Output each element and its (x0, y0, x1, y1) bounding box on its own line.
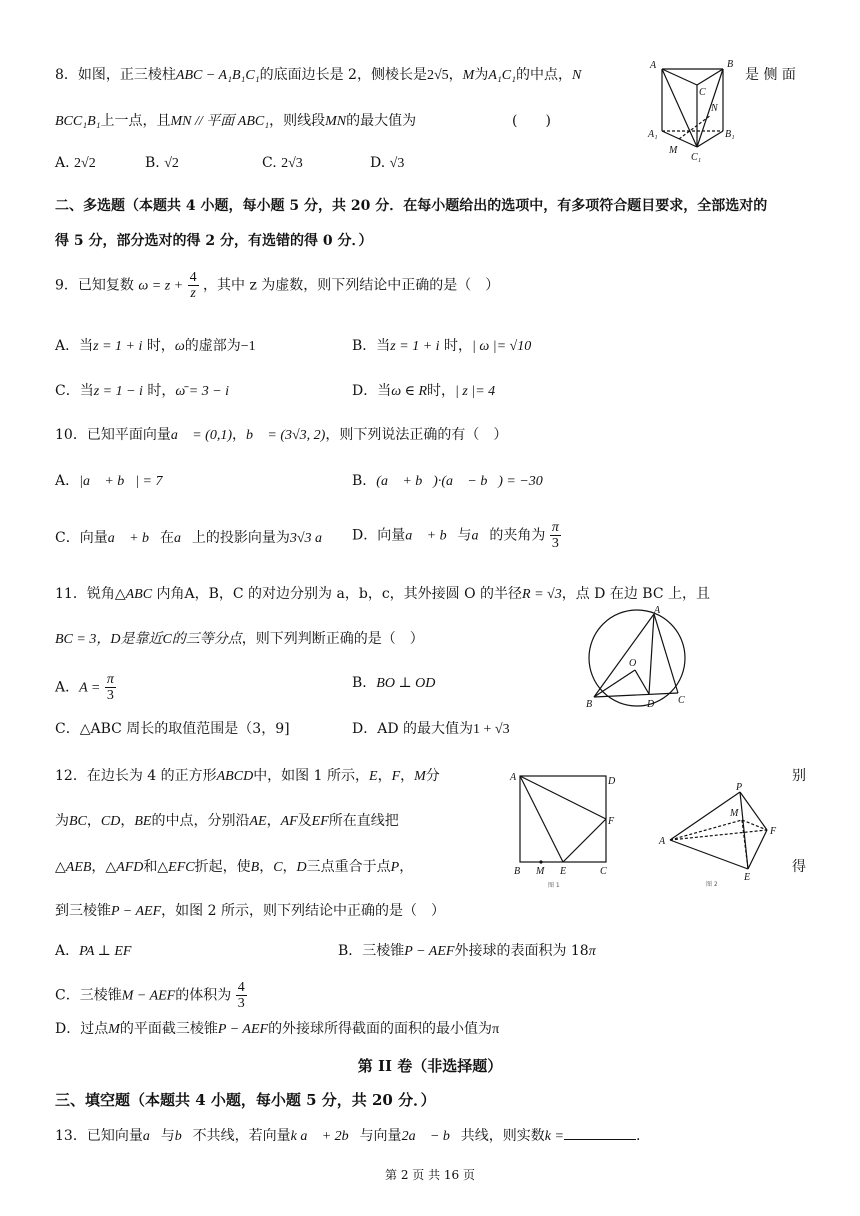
section3-heading: 三、填空题（本题共 4 小题，每小题 5 分，共 20 分．） (55, 1091, 436, 1109)
q12-math: P − AEF (111, 904, 162, 919)
q13-math: b⃗ (174, 1129, 193, 1144)
q10-text: 10．已知平面向量 (55, 427, 171, 443)
q10-math: a⃗ (173, 531, 192, 546)
q12-option-c (55, 980, 247, 1011)
q13-stem (55, 1125, 640, 1145)
q9-math: z = 1 + i (390, 339, 440, 354)
sq-label-a: A (510, 772, 517, 783)
q12-line3 (55, 856, 413, 876)
q12-text: 的外接球所得截面的面积的最小值为 (268, 1021, 493, 1037)
q9-option-d (352, 380, 495, 400)
q12-text: 折起，使 (194, 859, 251, 875)
sq-label-d: D (608, 776, 616, 787)
q10-math: (a⃗ + b⃗)·(a⃗ − b⃗) = −30 (376, 474, 543, 489)
q12-math: P − AEF (217, 1022, 269, 1037)
q12-text: 12．在边长为 4 的正方形 (55, 768, 217, 784)
q10-text: 与 (457, 527, 472, 544)
circumcircle-figure (582, 605, 697, 715)
q12-line2 (55, 810, 399, 830)
figure-2-caption: 图 2 (706, 881, 718, 888)
q12-text: ， (120, 813, 135, 829)
q12-text: ， (399, 859, 414, 875)
option-value: 2√3 (281, 156, 303, 171)
q9-text: D．当 (352, 383, 392, 399)
q12-math: M (414, 769, 426, 784)
q8-line2 (55, 110, 416, 130)
circle-label-a: A (654, 605, 661, 616)
option-key: B. (145, 155, 160, 171)
q9-text: ，其中 z 为虚数，则下列结论中正确的是（ ） (203, 277, 500, 294)
circle-label-o: O (629, 658, 637, 669)
part2-title: 第 II 卷（非选择题） (357, 1057, 503, 1075)
q12-line3-tail: 得 (792, 859, 806, 875)
q12-text: ， (400, 768, 415, 784)
q10-math: |a⃗ + b⃗| = 7 (79, 474, 163, 489)
q12-math: F (391, 769, 401, 784)
q11-math: ABC (125, 587, 153, 602)
section2-heading: 二、多选题（本题共 4 小题，每小题 5 分，共 20 分．在每小题给出的选项中，有多项符合题目要求，全部选对的 (55, 198, 768, 214)
q12-line1 (55, 765, 440, 785)
q12-math: P − AEF (404, 944, 455, 959)
q10-option-c (55, 527, 333, 547)
prism-label-b: B (727, 59, 734, 70)
q11-text: ，则下列判断正确的是（ ） (241, 631, 424, 647)
prism-label-n: N (711, 103, 718, 114)
q10-frac-num: π (551, 520, 559, 535)
q9-math: ω ∈ R (391, 384, 428, 399)
tet-label-a: A (659, 836, 666, 847)
q8-line1 (55, 64, 581, 84)
q8-option-c (262, 155, 303, 172)
prism-label-c1: C₁ (691, 152, 702, 163)
q11-math: R = √3 (522, 587, 562, 602)
prism-figure (645, 55, 745, 165)
q12-math: AE (249, 814, 267, 829)
q11-text: B． (352, 675, 377, 691)
q11-option-b (352, 672, 435, 692)
q12-math: E (369, 769, 378, 784)
q8-math: M (462, 68, 475, 83)
q12-text: 的体积为 (175, 987, 232, 1004)
q10-text: C．向量 (55, 530, 108, 546)
q8-text: 的最大值为 (346, 113, 417, 129)
option-key: A. (55, 155, 70, 171)
q12-math: BE (134, 814, 152, 829)
q11-option-c: C．△ABC 周长的取值范围是（3，9] (55, 721, 290, 737)
sq-label-f: F (608, 816, 615, 827)
q12-math: △AEB (55, 860, 92, 875)
tet-label-m: M (730, 808, 739, 819)
q12-math: EF (311, 814, 329, 829)
q11-line2 (55, 628, 424, 648)
q8-math: 2√5 (426, 68, 449, 83)
q8-text: ， (448, 67, 463, 83)
q9-text: 时， (147, 383, 176, 399)
q12-math: ABCD (216, 769, 254, 784)
square-figure-1 (508, 768, 623, 890)
q9-text: 9．已知复数 (55, 277, 134, 294)
q8-math: MN // 平面 ABC₁ (170, 114, 270, 129)
q13-text: 13．已知向量 (55, 1128, 143, 1144)
q12-math: CD (100, 814, 121, 829)
q9-option-b (352, 335, 531, 355)
q8-option-d (370, 155, 404, 172)
q8-math: N (571, 68, 582, 83)
q10-math: 3√3 a⃗ (289, 531, 333, 546)
q9-math: z = 1 + i (93, 339, 143, 354)
prism-label-c: C (699, 87, 706, 98)
q13-math: a⃗ (142, 1129, 161, 1144)
q12-text: 所在直线把 (328, 813, 399, 829)
q8-text: 的中点， (515, 67, 572, 83)
prism-label-m: M (669, 145, 678, 156)
sq-label-b: B (514, 866, 521, 877)
q9-math: z = 1 − i (93, 384, 143, 399)
option-value: √2 (164, 156, 179, 171)
q9-math: ω = z + (138, 278, 184, 294)
q8-line1-tail: 是 侧 面 (745, 67, 796, 83)
q12-math: △AFD (105, 860, 144, 875)
q12-text: C．三棱锥 (55, 987, 122, 1004)
sq-label-e: E (560, 866, 567, 877)
q12-option-a (55, 940, 131, 960)
q12-text: ， (282, 859, 297, 875)
q11-option-a (55, 672, 116, 703)
q9-option-a (55, 335, 256, 355)
q11-option-d (352, 718, 510, 738)
q12-text: 中，如图 1 所示， (253, 768, 369, 784)
q12-text: 到三棱锥 (55, 903, 111, 919)
q11-text: D．AD 的最大值为 (352, 721, 474, 737)
q12-fraction (236, 980, 247, 1011)
circle-label-b: B (586, 699, 593, 710)
q12-text: 的中点，分别沿 (151, 813, 250, 829)
q9-math: ω̄ = 3 − i (175, 384, 230, 399)
q12-text: 和 (143, 859, 158, 875)
q11-line1 (55, 583, 710, 603)
point-m-dot (539, 860, 542, 863)
q9-math: | ω |= √10 (471, 339, 532, 354)
option-value: 2√2 (74, 156, 96, 171)
q10-text: B． (352, 473, 377, 489)
q12-math: π (492, 1022, 500, 1037)
figure-1-caption: 图 1 (548, 882, 560, 889)
q11-math: BC = 3，D是靠近C的三等分点 (55, 632, 242, 647)
q12-text: D．过点 (55, 1021, 109, 1037)
sq-label-m: M (536, 866, 545, 877)
q9-text: 的虚部为 (184, 338, 241, 354)
q9-math: −1 (240, 339, 256, 354)
q13-math: k = (544, 1129, 564, 1144)
q9-text: 时， (146, 338, 175, 354)
q8-text: ，则线段 (269, 113, 326, 129)
q9-text: C．当 (55, 383, 94, 399)
q11-text: ，点 D 在边 BC 上，且 (561, 586, 711, 602)
q10-math: a⃗ (471, 528, 490, 544)
q9-math: | z |= 4 (455, 384, 496, 399)
q10-option-d (352, 520, 561, 551)
q10-text: 的夹角为 (489, 527, 546, 544)
page-footer: 第 2 页 共 16 页 (385, 1168, 475, 1182)
q8-answer-paren: ( ) (512, 113, 551, 129)
q12-text: 及 (297, 813, 312, 829)
q12-math: C (273, 860, 283, 875)
q10-frac-den: 3 (551, 536, 559, 551)
q8-text: 的底面边长是 2，侧棱长是 (259, 67, 427, 83)
q13-text: 与 (160, 1128, 175, 1144)
q9-text: B．当 (352, 338, 391, 354)
q12-text: ， (91, 859, 106, 875)
q12-text: A． (55, 943, 80, 959)
q8-math: BCC₁B₁ (55, 114, 101, 129)
q12-text: ， (377, 768, 392, 784)
q12-text: ，如图 2 所示，则下列结论中正确的是（ ） (161, 903, 445, 919)
q12-math: BC (69, 814, 87, 829)
q10-fraction (550, 520, 561, 551)
q10-text: ， (232, 427, 246, 443)
q9-text: 时， (443, 338, 472, 354)
q13-text: 不共线，若向量 (192, 1128, 291, 1144)
q13-math: k a⃗ + 2b⃗ (290, 1129, 360, 1144)
q10-option-a (55, 470, 163, 490)
q13-text: 共线，则实数 (460, 1128, 545, 1144)
q12-text: ， (86, 813, 101, 829)
tet-label-p: P (736, 782, 743, 793)
q12-text: 外接球的表面积为 18 (454, 943, 589, 959)
q10-option-b (352, 470, 543, 490)
q9-stem (55, 270, 499, 301)
q12-option-d (55, 1018, 499, 1038)
prism-label-a: A (650, 60, 657, 71)
q8-math: A₁C₁ (488, 68, 516, 83)
q12-math: M − AEF (121, 988, 176, 1004)
q12-math: π (588, 944, 596, 959)
q12-line1-tail: 别 (792, 768, 806, 784)
q12-text: 的平面截三棱锥 (119, 1021, 218, 1037)
q12-text: ， (259, 859, 274, 875)
circle-label-d: D (647, 699, 655, 710)
q8-text: 8．如图，正三棱柱 (55, 67, 176, 83)
q12-text: ， (266, 813, 281, 829)
tetrahedron-figure-2 (652, 780, 787, 890)
q11-frac-num: π (106, 672, 114, 687)
q9-frac-num: 4 (189, 270, 197, 285)
q12-option-b (338, 940, 596, 960)
q11-text: A． (55, 679, 80, 696)
q12-text: 三点重合于点 (306, 859, 391, 875)
sq-label-c: C (600, 866, 607, 877)
q10-math: a⃗ + b⃗ (405, 528, 458, 544)
q12-math: M (108, 1022, 120, 1037)
q10-text: D．向量 (352, 527, 406, 544)
q11-text: 内角 (156, 586, 185, 602)
q11-math: 1 + √3 (473, 722, 510, 737)
prism-label-a1: A₁ (648, 129, 658, 140)
tet-label-f: F (770, 826, 777, 837)
q10-math: a⃗ = (0,1) (170, 428, 232, 443)
q12-math: △EFC (157, 860, 195, 875)
q10-text: 在 (159, 530, 174, 546)
q8-option-a (55, 155, 96, 172)
q12-math: P (390, 860, 400, 875)
q11-math: BO ⊥ OD (376, 676, 436, 691)
q10-text: A． (55, 473, 80, 489)
q10-math: b⃗ = (3√3, 2) (246, 428, 326, 443)
q10-math: a⃗ + b⃗ (107, 531, 160, 546)
q12-text: B．三棱锥 (338, 943, 405, 959)
q8-text: 上一点，且 (100, 113, 171, 129)
q12-math: D (296, 860, 307, 875)
q12-math: AF (280, 814, 298, 829)
q10-stem (55, 424, 507, 444)
q11-text: A，B，C 的对边分别为 a，b，c，其外接圆 O 的半径 (184, 586, 523, 602)
prism-label-b1: B₁ (725, 129, 735, 140)
q9-math: ω (174, 339, 185, 354)
q11-text: 11．锐角△ (55, 586, 126, 602)
q12-math: PA ⊥ EF (79, 944, 132, 959)
q9-fraction (188, 270, 199, 301)
q9-text: A．当 (55, 338, 94, 354)
q12-frac-den: 3 (237, 996, 245, 1011)
q11-frac-den: 3 (106, 688, 114, 703)
q8-math: MN (325, 114, 347, 129)
option-key: C. (262, 155, 277, 171)
q9-frac-den: z (190, 286, 196, 301)
q11-fraction (105, 672, 116, 703)
q9-option-c (55, 380, 229, 400)
q11-math: A = (79, 680, 101, 696)
q8-option-b (145, 155, 179, 172)
tet-label-e: E (744, 872, 751, 883)
q12-frac-num: 4 (237, 980, 245, 995)
q9-text: 时， (427, 383, 456, 399)
q12-text: 为 (55, 813, 69, 829)
q8-text: 为 (474, 67, 489, 83)
q12-math: B (250, 860, 260, 875)
circle-label-c: C (678, 695, 685, 706)
section2-heading-cont: 得 5 分，部分选对的得 2 分，有选错的得 0 分．） (55, 233, 373, 249)
q13-math: 2a⃗ − b⃗ (401, 1129, 461, 1144)
q13-answer-blank[interactable] (564, 1125, 636, 1140)
q13-text: 与向量 (359, 1128, 402, 1144)
q13-text: . (635, 1128, 641, 1144)
q8-math: ABC − A₁B₁C₁ (175, 68, 260, 83)
q10-text: 上的投影向量为 (191, 530, 290, 546)
q12-text: 分 (425, 768, 440, 784)
option-value: √3 (389, 156, 405, 171)
q10-text: ，则下列说法正确的有（ ） (325, 427, 508, 443)
option-key: D. (370, 155, 386, 171)
q12-line4 (55, 900, 445, 920)
